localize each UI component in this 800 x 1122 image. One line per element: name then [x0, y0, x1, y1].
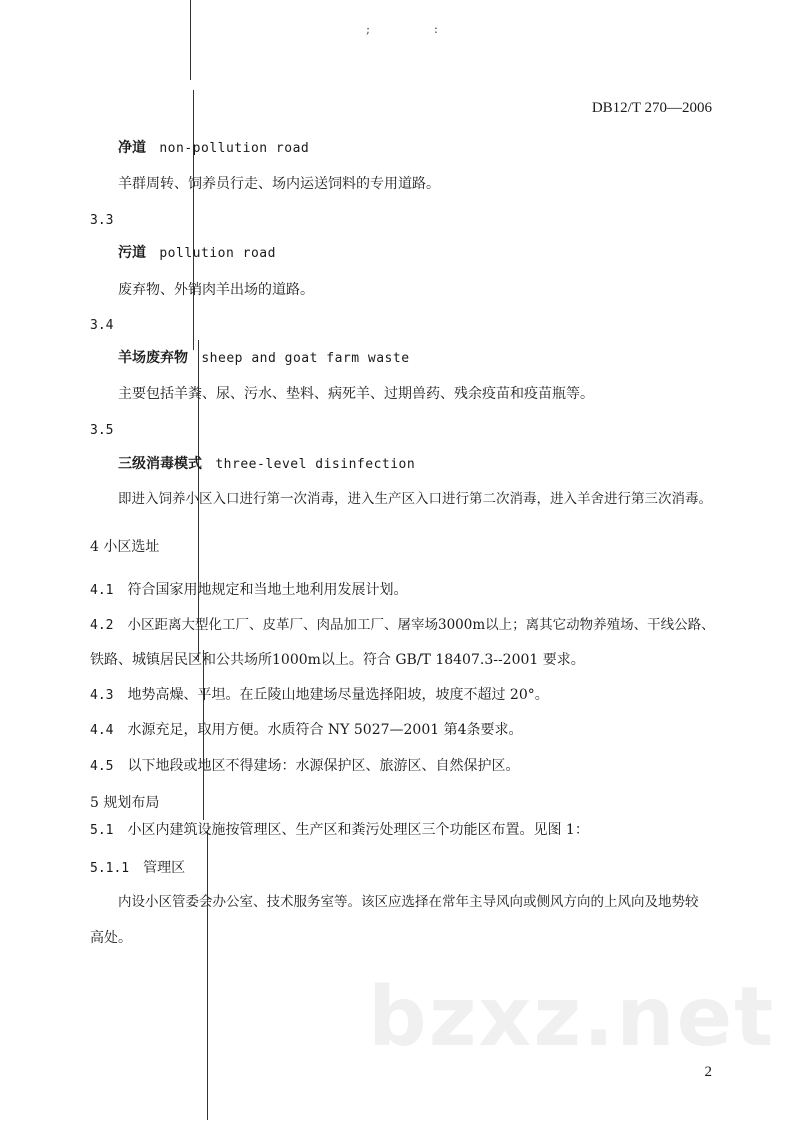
clause [90, 720, 523, 741]
section-heading: 5 规划布局 [90, 795, 160, 811]
def-title [118, 243, 276, 264]
section-heading: 4 小区选址 [90, 539, 160, 555]
document-code: DB12/T 270—2006 [591, 100, 712, 116]
clause-number: 5.1 [90, 823, 114, 838]
subclause-title: 管理区 [143, 860, 186, 876]
clause-text: 水源充足，取用方便。水质符合 NY 5027—2001 第4条要求。 [127, 722, 523, 738]
def-english: pollution road [159, 246, 276, 261]
clause [90, 820, 589, 841]
def-description: 废弃物、外销肉羊出场的道路。 [118, 282, 314, 298]
watermark: bzxz.net [368, 970, 776, 1065]
clause-continuation: 铁路、城镇居民区和公共场所1000m以上。符合 GB/T 18407.3--2001 要求。 [90, 652, 585, 668]
def-description: 主要包括羊粪、尿、污水、垫料、病死羊、过期兽药、残余疫苗和疫苗瓶等。 [118, 386, 594, 402]
clause [90, 756, 519, 777]
clause-number: 4.5 [90, 759, 114, 774]
def-title [118, 138, 309, 159]
def-description: 羊群周转、饲养员行走、场内运送饲料的专用道路。 [118, 176, 440, 192]
paragraph: 内设小区管委会办公室、技术服务室等。该区应选择在常年主导风向或侧风方向的上风向及地势较 [118, 894, 699, 910]
def-term: 羊场废弃物 [118, 350, 188, 366]
def-number: 3.5 [90, 423, 114, 438]
clause-text: 小区内建筑设施按管理区、生产区和粪污处理区三个功能区布置。见图 1： [127, 822, 589, 838]
def-english: non-pollution road [159, 141, 310, 156]
def-title [118, 454, 415, 475]
def-number: 3.4 [90, 318, 114, 333]
paragraph-continuation: 高处。 [90, 930, 132, 946]
clause [90, 615, 715, 636]
def-title [118, 348, 410, 369]
def-english: three-level disinfection [215, 457, 416, 472]
clause [90, 685, 549, 706]
clause-number: 4.2 [90, 618, 114, 633]
clause [90, 580, 407, 601]
clause-number: 4.3 [90, 688, 114, 703]
def-term: 污道 [118, 245, 146, 261]
clause-number: 4.1 [90, 583, 114, 598]
clause-number: 4.4 [90, 723, 114, 738]
top-marks: ; : [366, 22, 468, 36]
scan-line [190, 0, 191, 80]
clause-text: 符合国家用地规定和当地土地利用发展计划。 [127, 582, 408, 598]
def-term: 净道 [118, 140, 146, 156]
def-number: 3.3 [90, 213, 114, 228]
clause-text: 地势高燥、平坦。在丘陵山地建场尽量选择阳坡，坡度不超过 20°。 [127, 687, 549, 703]
def-description: 即进入饲养小区入口进行第一次消毒，进入生产区入口进行第二次消毒，进入羊舍进行第三次消毒。 [118, 491, 712, 507]
page-number: 2 [704, 1064, 712, 1080]
scan-line [207, 830, 208, 1120]
clause-text: 小区距离大型化工厂、皮革厂、肉品加工厂、屠宰场3000m以上；离其它动物养殖场、干线公路、 [127, 617, 715, 633]
subclause-heading [90, 858, 185, 879]
scan-line [193, 90, 194, 350]
def-term: 三级消毒模式 [118, 456, 202, 472]
clause-text: 以下地段或地区不得建场：水源保护区、旅游区、自然保护区。 [127, 758, 520, 774]
def-english: sheep and goat farm waste [201, 351, 410, 366]
subclause-number: 5.1.1 [90, 861, 130, 876]
